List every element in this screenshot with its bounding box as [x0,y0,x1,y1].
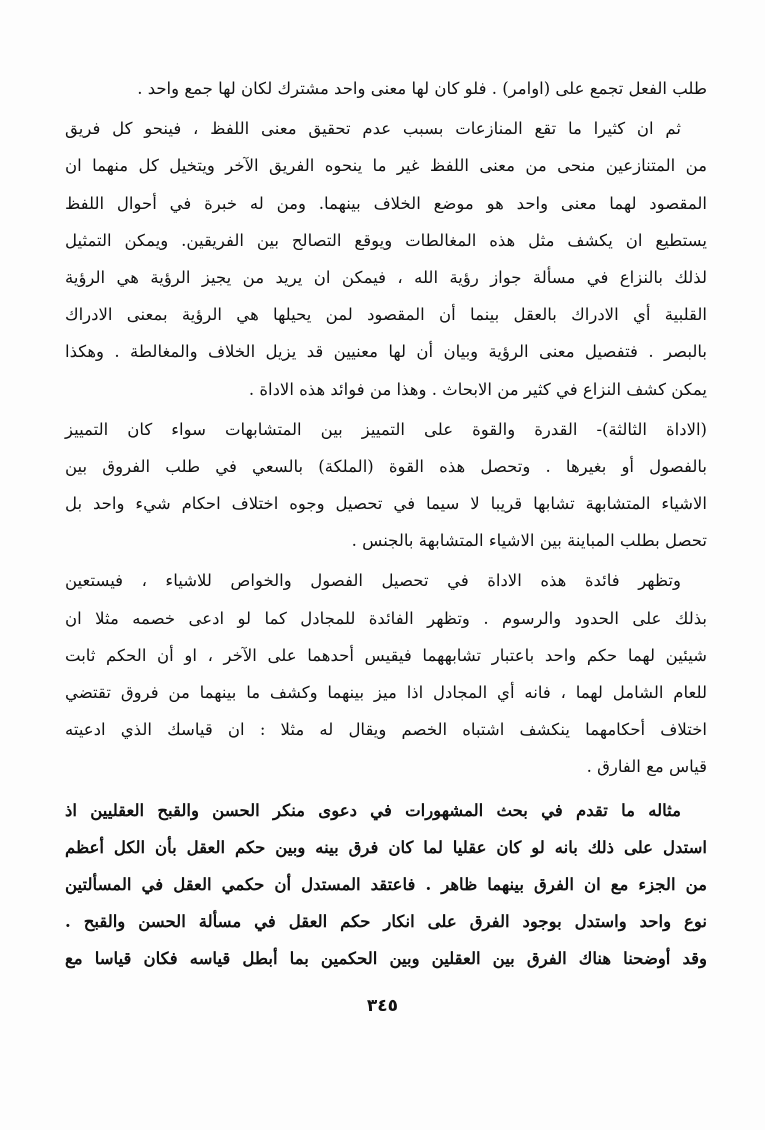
text-line: من الجزء مع ان الفرق بينهما ظاهر . فاعتقد المستدل أن حكمي العقل في المسألتين [65,874,707,894]
page-number: ٣٤٥ [366,996,399,1016]
text-line: شيئين لهما حكم واحد باعتبار تشابههما فيقيس أحدهما على الآخر ، او أن الحكم ثابت [65,645,707,665]
text-line: ثم ان كثيرا ما تقع المنازعات بسبب عدم تحقيق معنى اللفظ ، فينحو كل فريق [65,119,681,139]
text-line: اختلاف أحكامهما ينكشف اشتباه الخصم ويقال له مثلا : ان قياسك الذي ادعيته [65,720,707,740]
text-line: وقد أوضحنا هناك الفرق بين العقلين وبين الحكمين بما أبطل قياسه فكان قياسا مع [65,949,707,969]
paragraph-example [65,792,707,978]
text-line: وتظهر فائدة هذه الاداة في تحصيل الفصول والخواص للاشياء ، فيستعين [65,571,681,591]
text-line: للعام الشامل لهما ، فانه أي المجادل اذا ميز بينهما وكشف ما بينهما من فروق تقتضي [65,683,707,702]
text-line: (الاداة الثالثة)- القدرة والقوة على التمييز بين المتشابهات سواء كان التمييز [65,419,707,439]
text-line: قياس مع الفارق . [586,757,707,777]
paragraph-third-tool [65,411,707,560]
paragraph-benefit [65,562,707,785]
page-body [65,70,707,978]
text-line: يستطيع ان يكشف مثل هذه المغالطات ويوقع التصالح بين الفريقين. ويمكن التمثيل [65,230,707,250]
text-line: مثاله ما تقدم في بحث المشهورات في دعوى منكر الحسن والقبح العقليين اذ [65,800,681,820]
text-line: بالفصول أو بغيرها . وتحصل هذه القوة (الملكة) بالسعي في طلب الفروق بين [65,456,707,476]
text-line: طلب الفعل تجمع على (اوامر) . فلو كان لها معنى واحد مشترك لكان لها جمع واحد . [137,79,707,98]
text-line: الاشياء المتشابهة تشابها قريبا لا سيما في تحصيل وجوه اختلاف احكام شيء واحد بل [65,494,707,514]
paragraph-continuation [65,70,707,107]
text-line: بذلك على الحدود والرسوم . وتظهر الفائدة للمجادل كما لو ادعى خصمه مثلا ان [65,608,707,628]
text-line: القلبية أي الادراك بالعقل بينما أن المقصود لمن يحيلها هي الرؤية بمعنى الادراك [65,305,707,325]
text-line: المقصود لهما معنى واحد هو موضع الخلاف بينهما. ومن له خبرة في أحوال اللفظ [65,193,707,213]
text-line: لذلك بالنزاع في مسألة جواز رؤية الله ، فيمكن ان يريد من يجيز الرؤية هي الرؤية [65,267,707,287]
text-line: تحصل بطلب المباينة بين الاشياء المتشابهة بالجنس . [351,531,707,551]
text-line: نوع واحد واستدل بوجود الفرق على انكار حكم العقل في مسألة الحسن والقبح . [65,912,707,932]
text-line: بالبصر . فتفصيل معنى الرؤية وبيان أن لها معنيين قد يزيل الخلاف والمغالطة . وهكذا [65,342,707,362]
text-line: يمكن كشف النزاع في كثير من الابحاث . وهذا من فوائد هذه الاداة . [248,379,707,399]
paragraph-disputes [65,110,707,408]
text-line: استدل على ذلك بانه لو كان عقليا لما كان فرق بينه وبين حكم العقل بأن الكل أعظم [65,837,707,857]
text-line: من المتنازعين منحى من معنى اللفظ غير ما ينحوه الفريق الآخر ويتخيل كل منهما ان [65,156,707,176]
